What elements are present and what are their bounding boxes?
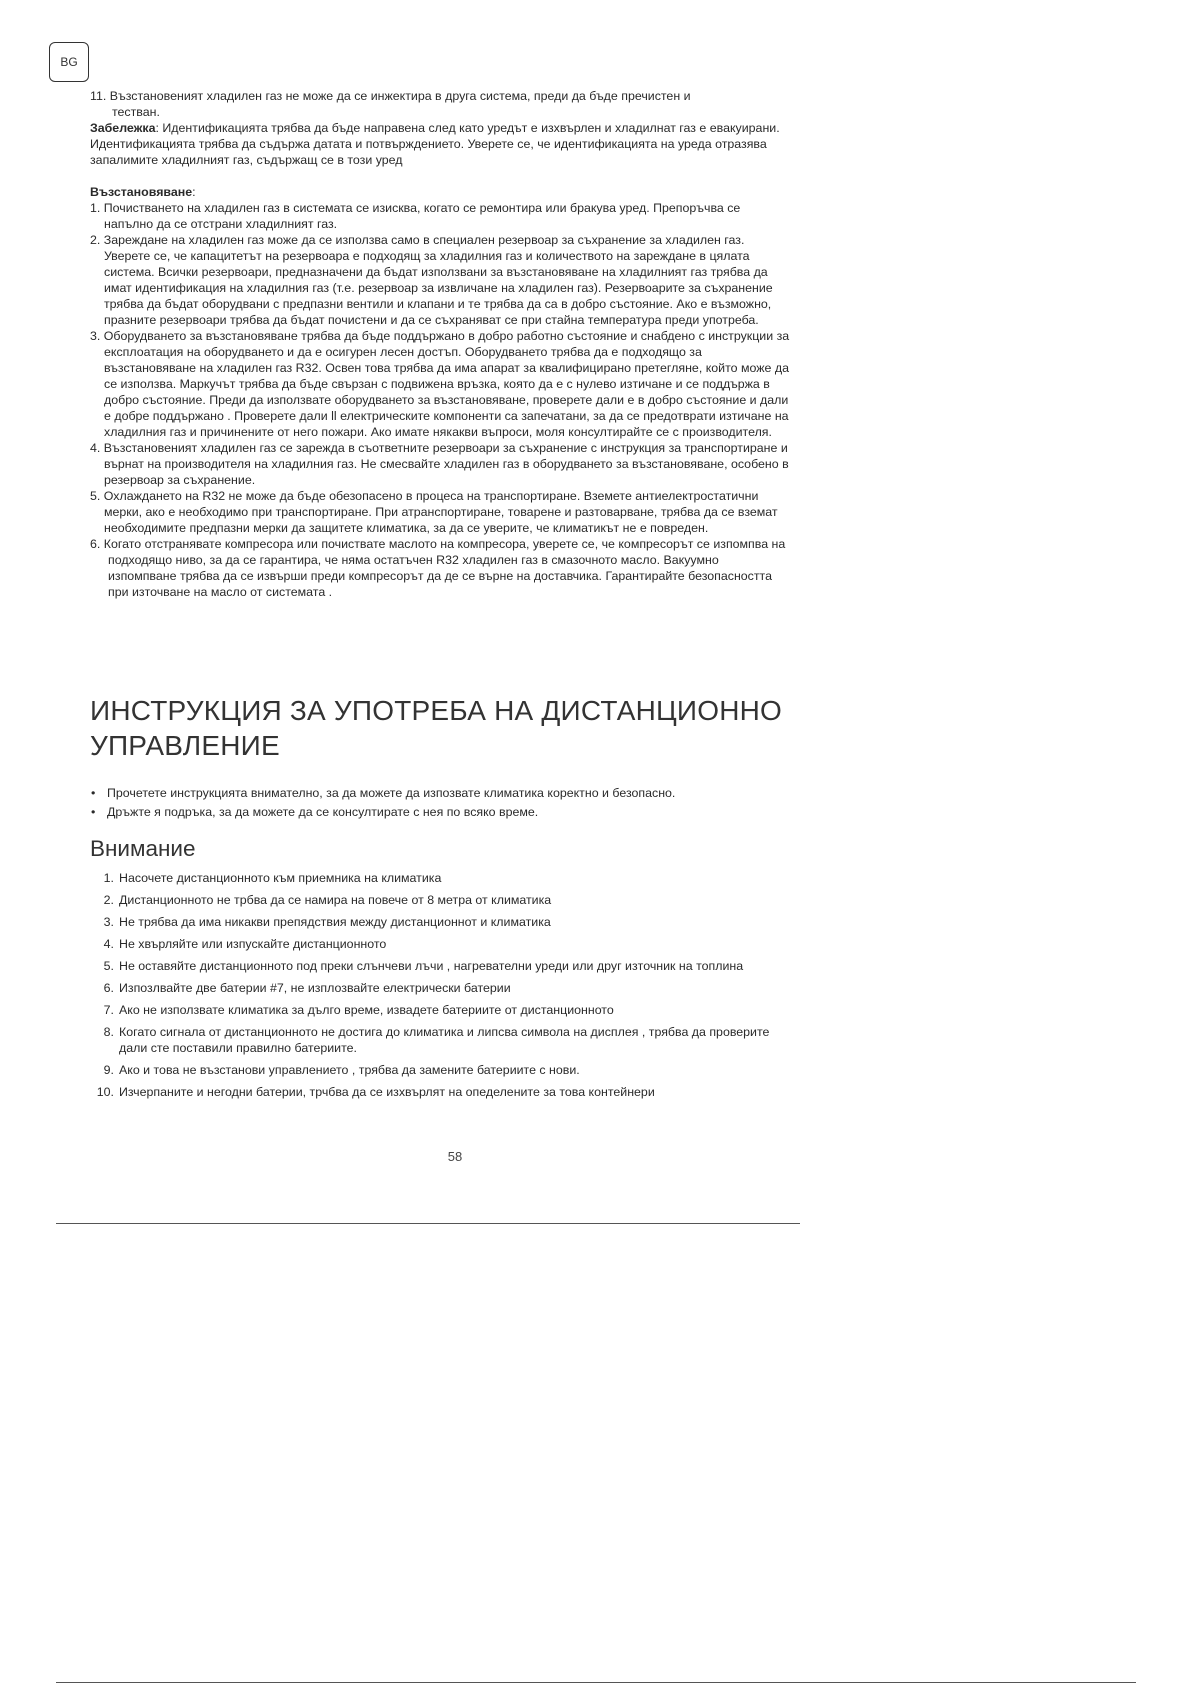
attention-item bbox=[95, 958, 795, 974]
attention-item-number: 7. bbox=[103, 1003, 114, 1017]
recovery-item-5: 5. Охлаждането на R32 не може да бъде обезопасено в процеса на транспортиране. Вземете антиелектростатични мерки, ако е необходимо при транспортиране. При атранспортиране, товарене и разтоварване, трябва да се вземат необходимите предпазни мерки да защитете климатика, за да се уверите, че климатикът не е повреден. bbox=[90, 489, 778, 535]
attention-item bbox=[95, 914, 795, 930]
attention-item-text: Когато сигнала от дистанционното не достига до климатика и липсва символа на дисплея , трябва да проверите дали сте поставили правилно батериите. bbox=[119, 1025, 770, 1055]
attention-item-text: Не оставяйте дистанционното под преки слънчеви лъчи , нагревателни уреди или друг източник на топлина bbox=[119, 959, 744, 973]
bullet-item: • Дръжте я подръка, за да можете да се консултирате с нея по всяко време. bbox=[90, 803, 790, 822]
page-number: 58 bbox=[447, 1149, 463, 1164]
note-paragraph bbox=[90, 120, 790, 168]
item-11-line-1: 11. Възстановеният хладилен газ не може да се инжектира в друга система, преди да бъде пречистен и bbox=[90, 89, 691, 103]
recovery-title-colon: : bbox=[192, 185, 196, 199]
recovery-item-6: 6. Когато отстранявате компресора или почиствате маслото на компресора, уверете се, че компресорът се изпомпва на подходящо ниво, за да се гарантира, че няма остатъчен R32 хладилен газ в смазочното масло. Вакуумно изпомпване трябва да се извърши преди компресорът да де се върне на доставчика. Гарантирайте безопасността при източване на масло от системата . bbox=[90, 537, 786, 599]
recovery-item-2: 2. Зареждане на хладилен газ може да се използва само в специален резервоар за съхранение за хладилен газ. Уверете се, че капацитетът на резервоара е подходящ за хладилния газ и количеството на зареждане в цялата система. Всички резервоари, предназначени да бъдат използвани за възстановяване на хладилният газ трябва да имат идентификация на хладилния газ (т.е. резервоар за извличане на хладилен газ). Резервоарите за съхранение трябва да бъдат оборудвани с предпазни вентили и клапани и те трябва да са в добро състояние. Ако е възможно, празните резервоари трябва да бъдат почистени и да се съхраняват се при стайна температура преди употреба. bbox=[90, 233, 773, 327]
note-text: : Идентификацията трябва да бъде направена след като уредът е изхвърлен и хладилнат газ е евакуирани. Идентификацията трябва да съдържа датата и потвърждението. Уверете се, че идентификацията на уреда отразява запалимите хладилният газ, съдържащ се в този уред bbox=[90, 121, 780, 167]
attention-item-text: Ако и това не възстанови управлението , трябва да замените батериите с нови. bbox=[119, 1063, 580, 1077]
attention-item-number: 2. bbox=[103, 893, 114, 907]
recovery-item-4: 4. Възстановеният хладилен газ се зарежда в съответните резервоари за съхранение с инструкция за транспортиране и върнат на производителя на хладилния газ. Не смесвайте хладилен газ в оборудването за възстановяване, особено в резервоар за съхранение. bbox=[90, 441, 789, 487]
attention-item-number: 6. bbox=[103, 981, 114, 995]
item-11-line-2: тестван. bbox=[112, 105, 160, 119]
page-heading: ИНСТРУКЦИЯ ЗА УПОТРЕБА НА ДИСТАНЦИОННО УПРАВЛЕНИЕ bbox=[90, 695, 783, 761]
attention-item-text: Не хвърляйте или изпускайте дистанционното bbox=[119, 937, 387, 951]
attention-item-number: 5. bbox=[103, 959, 114, 973]
attention-item-text: Не трябва да има никакви препядствия между дистанционнот и климатика bbox=[119, 915, 551, 929]
language-badge: BG bbox=[49, 42, 89, 82]
attention-item bbox=[95, 1062, 795, 1078]
attention-item-number: 8. bbox=[103, 1025, 114, 1039]
attention-item-number: 3. bbox=[103, 915, 114, 929]
attention-heading: Внимание bbox=[90, 836, 196, 861]
intro-bullet-list bbox=[90, 784, 790, 822]
attention-item-number: 10. bbox=[96, 1085, 114, 1099]
attention-item-text: Ако не използвате климатика за дълго време, извадете батериите от дистанционното bbox=[119, 1003, 614, 1017]
recovery-title-text: Възстановяване bbox=[90, 185, 193, 199]
divider bbox=[56, 1223, 800, 1224]
attention-item-text: Изпозлвайте две батерии #7, не изплозвайте електрически батерии bbox=[119, 981, 511, 995]
recovery-item-1: 1. Почистването на хладилен газ в системата се изисква, когато се ремонтира или бракува уред. Препоръчва се напълно да се отстрани хладилният газ. bbox=[90, 201, 741, 231]
attention-item bbox=[95, 1024, 795, 1056]
attention-list bbox=[95, 870, 795, 1106]
attention-item bbox=[95, 892, 795, 908]
note-label: Забележка bbox=[90, 121, 156, 135]
attention-item bbox=[95, 1084, 795, 1100]
attention-item bbox=[95, 1002, 795, 1018]
attention-item-number: 4. bbox=[103, 937, 114, 951]
attention-item bbox=[95, 870, 795, 886]
attention-item-text: Изчерпаните и негодни батерии, трчбва да се изхвърлят на опеделените за това контейнери bbox=[119, 1085, 655, 1099]
attention-item-text: Насочете дистанционното към приемника на климатика bbox=[119, 871, 442, 885]
recovery-title bbox=[90, 184, 790, 200]
recovery-item-3: 3. Оборудването за възстановяване трябва да бъде поддържано в добро работно състояние и снабдено с инструкции за експлоатация на оборудването и да е осигурен лесен достъп. Оборудването трябва да е подходящо за възстановяване на хладилен газ R32. Освен това трябва да има апарат за квалифицирано претегляне, който може да се използва. Маркучът трябва да бъде свързан с подвижена връзка, която да е с нулево изтичане и се поддържа в добро състояние. Преди да използвате оборудването за възстановяване, проверете дали е в добро състояние и дали е добре поддържано . Проверете дали ll електрическите компоненти са запечатани, за да се предотврати изтичане на хладилния газ и причинените от него пожари. Ако имате някакви въпроси, моля консултирайте се с производителя. bbox=[90, 329, 790, 439]
attention-item bbox=[95, 980, 795, 996]
bullet-item: • Прочетете инструкцията внимателно, за да можете да изпозвате климатика коректно и безопасно. bbox=[90, 784, 790, 803]
divider bbox=[56, 1682, 1136, 1683]
attention-item-text: Дистанционното не трбва да се намира на повече от 8 метра от климатика bbox=[119, 893, 552, 907]
attention-item bbox=[95, 936, 795, 952]
recovery-section bbox=[90, 88, 790, 600]
attention-item-number: 9. bbox=[103, 1063, 114, 1077]
attention-item-number: 1. bbox=[103, 871, 114, 885]
